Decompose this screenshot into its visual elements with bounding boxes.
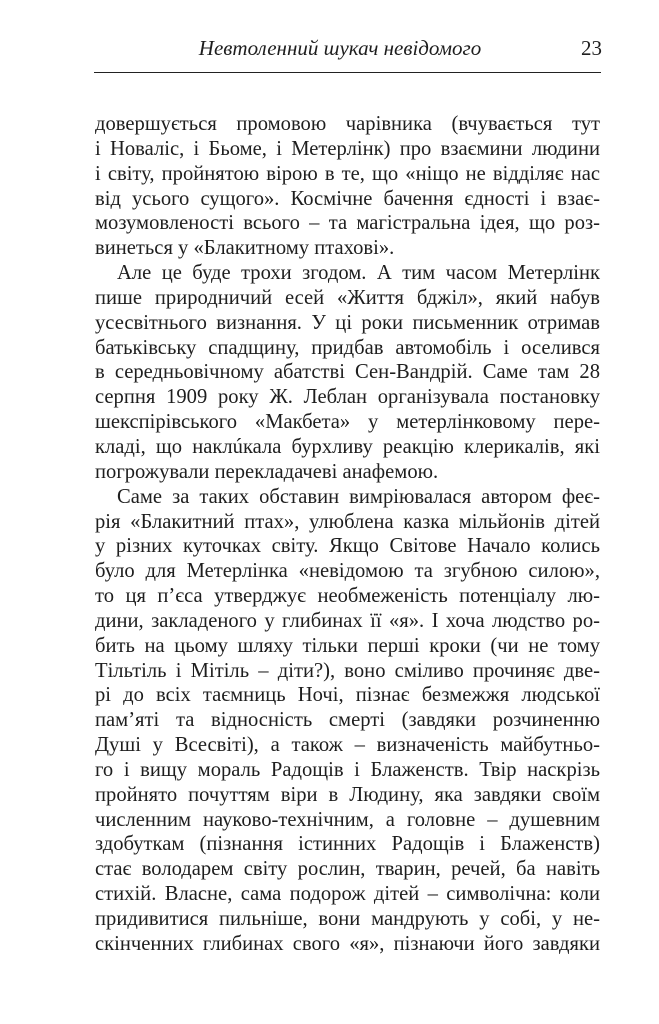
text-line: і світу, пройнятою вірою в те, що «ніщо не відділяє нас bbox=[95, 162, 600, 185]
text-line: рія «Блакитний птах», улюблена казка мільйонів дітей bbox=[95, 510, 600, 533]
text-line: усесвітнього визнання. У ці роки письменник отримав bbox=[95, 311, 600, 334]
text-line: у різних куточках світу. Якщо Світове Начало колись bbox=[95, 535, 600, 558]
text-line: кладі, що наклúкала бурхливу реакцію клерикалів, які bbox=[95, 435, 600, 458]
page-number: 23 bbox=[581, 36, 602, 60]
text-line: придивитися пильніше, вони мандрують у собі, у не- bbox=[95, 908, 600, 930]
text-line: бить на цьому шляху тільки перші кроки (чи не тому bbox=[95, 634, 600, 657]
text-line: пише природничий есей «Життя бджіл», який набув bbox=[95, 286, 600, 309]
text-line: Тільтіль і Мітіль – діти?), воно сміливо прочиняє две- bbox=[95, 659, 600, 682]
text-line: від усього сущого». Космічне бачення єдності і взає- bbox=[95, 187, 600, 210]
text-line: численним науково-технічним, а головне – душевним bbox=[95, 808, 600, 831]
text-line: дини, закладеного у глибинах її «я». І хоча людство ро- bbox=[95, 609, 600, 632]
text-line: стає володарем світу рослин, тварин, речей, ба навіть bbox=[95, 858, 600, 881]
text-line: Але це буде трохи згодом. А тим часом Метерлінк bbox=[117, 262, 600, 285]
header-rule bbox=[94, 72, 601, 73]
body-text bbox=[95, 112, 600, 957]
text-line: го і вищу мораль Радощів і Блаженств. Твір наскрізь bbox=[95, 758, 600, 781]
text-line: в середньовічному абатстві Сен-Вандрій. Саме там 28 bbox=[95, 361, 600, 384]
text-line: стихій. Власне, сама подорож дітей – символічна: коли bbox=[95, 883, 600, 906]
text-line: і Новаліс, і Бьоме, і Метерлінк) про взаємини людини bbox=[95, 137, 600, 160]
text-line: Саме за таких обставин вимріювалася автором феє- bbox=[117, 485, 600, 508]
text-line: серпня 1909 року Ж. Леблан організувала постановку bbox=[95, 386, 600, 409]
paragraph bbox=[95, 112, 600, 261]
text-line: здобуткам (пізнання істинних Радощів і Блаженств) bbox=[95, 833, 600, 856]
text-line: Душі у Всесвіті), а також – визначеність майбутньо- bbox=[95, 734, 600, 757]
paragraph bbox=[95, 261, 600, 485]
text-line: батьківську спадщину, придбав автомобіль і оселився bbox=[95, 336, 600, 359]
text-line: погрожували перекладачеві анафемою. bbox=[95, 460, 439, 483]
text-line: винеться у «Блакитному птахові». bbox=[95, 237, 395, 260]
text-line: пройнято почуттям віри в Людину, яка завдяки своїм bbox=[95, 783, 600, 806]
text-line: то ця п’єса утверджує необмеженість потенціалу лю- bbox=[95, 585, 600, 608]
text-line: мозумовленості всього – та магістральна ідея, що роз- bbox=[95, 212, 600, 235]
text-line: було для Метерлінка «невідомою та згубною силою», bbox=[95, 560, 600, 583]
text-line: пам’яті та відносність смерті (завдяки розчиненню bbox=[95, 709, 600, 732]
running-header-title: Невтоленний шукач невідомого bbox=[198, 36, 482, 60]
text-line: довершується промовою чарівника (вчувається тут bbox=[95, 113, 600, 135]
text-line: скінченних глибинах свого «я», пізнаючи його завдяки bbox=[95, 932, 600, 955]
text-line: рі до всіх таємниць Ночі, пізнає безмежжя людської bbox=[95, 684, 600, 707]
text-line: шекспірівського «Макбета» у метерлінковому пере- bbox=[95, 411, 600, 434]
paragraph bbox=[95, 485, 600, 957]
